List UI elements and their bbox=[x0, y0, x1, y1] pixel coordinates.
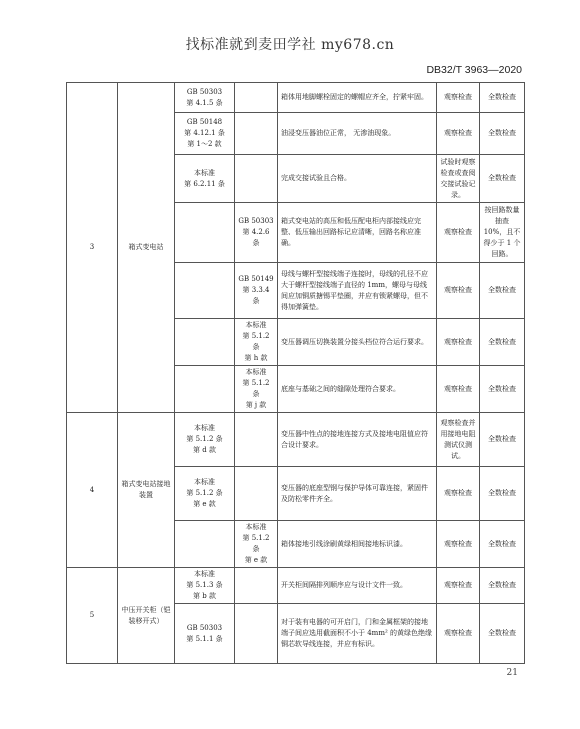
site-banner: 找标准就到麦田学社 my678.cn bbox=[185, 37, 395, 53]
main-clause-cell bbox=[175, 155, 235, 203]
project-cell: 中压开关柜（铠装移开式） bbox=[118, 568, 175, 664]
main-clause-cell bbox=[175, 113, 235, 155]
method-cell: 观察检查 bbox=[437, 319, 480, 366]
clause-line: 第 e 款 bbox=[193, 500, 216, 508]
clause-line: 第 1～2 款 bbox=[187, 140, 222, 148]
requirement-cell: 箱体接地引线涂刷黄绿相间接地标识漆。 bbox=[278, 521, 437, 568]
requirement-cell: 油浸变压器油位正常， 无渗油现象。 bbox=[278, 113, 437, 155]
general-clause-cell bbox=[235, 413, 278, 467]
requirement-cell: 母线与螺杆型接线端子连接时，母线的孔径不应大于螺杆型接线端子直径的 1mm，螺母与母线间应加铜质搪锡平垫圈，并应有锁紧螺母，但不得加弹簧垫。 bbox=[278, 263, 437, 319]
method-cell: 观察检查 bbox=[437, 366, 480, 413]
main-clause-cell bbox=[175, 604, 235, 664]
method-cell: 观察检查 bbox=[437, 568, 480, 604]
clause-line: 本标准 bbox=[194, 570, 215, 578]
general-clause-cell bbox=[235, 83, 278, 113]
clause-line: 第 5.1.2 条 bbox=[242, 332, 270, 351]
requirement-cell: 完成交接试验且合格。 bbox=[278, 155, 437, 203]
general-clause-cell bbox=[235, 113, 278, 155]
clause-line: 第 5.1.2 条 bbox=[186, 489, 223, 497]
table-row bbox=[67, 568, 525, 604]
clause-line: 第 6.2.11 条 bbox=[184, 179, 225, 188]
main-clause-cell bbox=[175, 203, 235, 263]
quantity-cell: 全数检查 bbox=[480, 83, 525, 113]
page-number: 21 bbox=[506, 668, 518, 678]
main-clause-cell bbox=[175, 319, 235, 366]
clause-line: 第 e 款 bbox=[244, 556, 268, 564]
quantity-cell: 全数检查 bbox=[480, 413, 525, 467]
clause-line: 本标准 bbox=[245, 368, 267, 376]
standard-code: DB32/T 3963—2020 bbox=[426, 64, 522, 76]
method-cell: 观察检查 bbox=[437, 203, 480, 263]
clause-line: 第 b 款 bbox=[193, 592, 216, 600]
clause-line: 第 d 款 bbox=[193, 446, 216, 454]
method-cell: 观察检查 bbox=[437, 521, 480, 568]
clause-line: 第 h 款 bbox=[244, 354, 268, 362]
clause-line: 第 5.1.3 条 bbox=[186, 581, 223, 589]
clause-line: 第 4.1.5 条 bbox=[186, 98, 223, 107]
table-row bbox=[67, 83, 525, 113]
table-row bbox=[67, 413, 525, 467]
clause-line: 本标准 bbox=[245, 523, 267, 531]
clause-line: 本标准 bbox=[194, 168, 215, 177]
method-cell: 观察检查 bbox=[437, 604, 480, 664]
general-clause-cell bbox=[235, 263, 278, 319]
requirement-cell: 箱式变电站的高压和低压配电柜内部接线应完整、低压输出回路标记应清晰，回路名称应准确。 bbox=[278, 203, 437, 263]
main-clause-cell bbox=[175, 263, 235, 319]
general-clause-cell bbox=[235, 568, 278, 604]
general-clause-cell bbox=[235, 203, 278, 263]
seq-cell: 5 bbox=[67, 568, 118, 664]
requirement-cell: 箱体用地脚螺栓固定的螺帽应齐全，拧紧牢固。 bbox=[278, 83, 437, 113]
clause-line: 第 5.1.1 条 bbox=[186, 634, 223, 643]
main-clause-cell bbox=[175, 366, 235, 413]
quantity-cell: 全数检查 bbox=[480, 604, 525, 664]
method-cell: 试验时观察检查或查阅交接试验记录。 bbox=[437, 155, 480, 203]
quantity-cell: 全数检查 bbox=[480, 113, 525, 155]
seq-cell: 3 bbox=[67, 83, 118, 413]
requirement-cell: 底座与基础之间的缝隙处理符合要求。 bbox=[278, 366, 437, 413]
clause-line: GB 50303 bbox=[186, 623, 223, 632]
clause-line: GB 50149 bbox=[238, 275, 274, 283]
requirement-cell: 变压器的底座型钢与保护导体可靠连接，紧固件及防松零件齐全。 bbox=[278, 467, 437, 521]
requirement-cell: 开关柜间隔排列顺序应与设计文件一致。 bbox=[278, 568, 437, 604]
quantity-cell: 按回路数量抽查 10%，且不得少于 1 个回路。 bbox=[480, 203, 525, 263]
general-clause-cell bbox=[235, 155, 278, 203]
clause-line: 第 3.3.4 条 bbox=[242, 286, 270, 305]
clause-line: GB 50303 bbox=[238, 217, 274, 225]
clause-line: 第 4.12.1 条 bbox=[184, 129, 225, 137]
inspection-table bbox=[66, 82, 525, 664]
method-cell: 观察检查 bbox=[437, 263, 480, 319]
requirement-cell: 变压器中性点的接地连接方式及接地电阻值应符合设计要求。 bbox=[278, 413, 437, 467]
main-clause-cell bbox=[175, 521, 235, 568]
requirement-cell: 对于装有电器的可开启门，门和金属框架的接地端子间应选用截面积不小于 4mm² 的黄绿色绝缘铜芯软导线连接，并应有标识。 bbox=[278, 604, 437, 664]
project-cell: 箱式变电站 bbox=[118, 83, 175, 413]
clause-line: 本标准 bbox=[245, 321, 267, 329]
quantity-cell: 全数检查 bbox=[480, 263, 525, 319]
clause-line: GB 50148 bbox=[186, 118, 223, 126]
clause-line: 第 5.1.2 条 bbox=[242, 379, 270, 398]
main-clause-cell bbox=[175, 83, 235, 113]
general-clause-cell bbox=[235, 521, 278, 568]
quantity-cell: 全数检查 bbox=[480, 319, 525, 366]
seq-cell: 4 bbox=[67, 413, 118, 568]
general-clause-cell bbox=[235, 319, 278, 366]
clause-line: 本标准 bbox=[194, 478, 215, 486]
method-cell: 观察检查 bbox=[437, 113, 480, 155]
main-clause-cell bbox=[175, 467, 235, 521]
quantity-cell: 全数检查 bbox=[480, 366, 525, 413]
general-clause-cell bbox=[235, 366, 278, 413]
general-clause-cell bbox=[235, 604, 278, 664]
clause-line: 第 j 款 bbox=[245, 401, 267, 409]
requirement-cell: 变压器调压切换装置分接头档位符合运行要求。 bbox=[278, 319, 437, 366]
clause-line: 第 5.1.2 条 bbox=[186, 435, 223, 443]
method-cell: 观察检查 bbox=[437, 467, 480, 521]
clause-line: GB 50303 bbox=[186, 87, 223, 96]
general-clause-cell bbox=[235, 467, 278, 521]
method-cell: 观察检查并用接地电阻测试仪测试。 bbox=[437, 413, 480, 467]
clause-line: 第 4.2.6 条 bbox=[242, 228, 270, 247]
quantity-cell: 全数检查 bbox=[480, 467, 525, 521]
method-cell: 观察检查 bbox=[437, 83, 480, 113]
clause-line: 第 5.1.2 条 bbox=[242, 534, 270, 553]
quantity-cell: 全数检查 bbox=[480, 521, 525, 568]
main-clause-cell bbox=[175, 568, 235, 604]
project-cell: 箱式变电站接地装置 bbox=[118, 413, 175, 568]
main-clause-cell bbox=[175, 413, 235, 467]
clause-line: 本标准 bbox=[194, 424, 215, 432]
quantity-cell: 全数检查 bbox=[480, 568, 525, 604]
quantity-cell: 全数检查 bbox=[480, 155, 525, 203]
